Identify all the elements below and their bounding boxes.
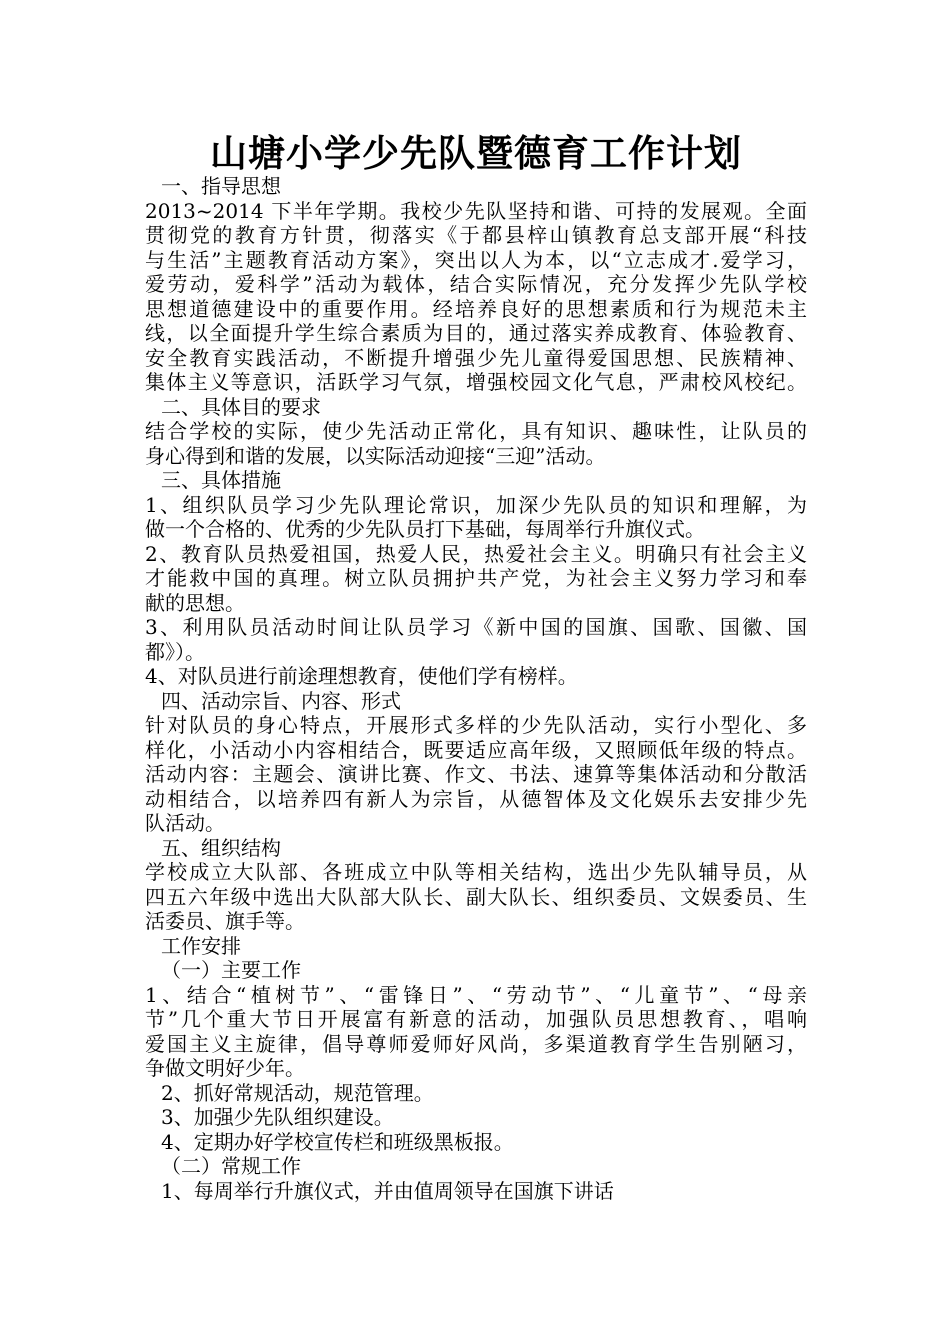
paragraph-line: 结合学校的实际，使少先活动正常化，具有知识、趣味性，让队员的 xyxy=(145,419,807,443)
paragraph-line: 争做文明好少年。 xyxy=(145,1056,305,1080)
paragraph-line: 爱国主义主旋律，倡导尊师爱师好风尚，多渠道教育学生告别陋习， xyxy=(145,1031,807,1056)
paragraph-line: 队活动。 xyxy=(145,811,225,835)
paragraph-line: 节”几个重大节日开展富有新意的活动，加强队员思想教育、，唱响 xyxy=(145,1007,807,1031)
paragraph-line: 活委员、旗手等。 xyxy=(145,909,305,933)
paragraph-line: 动相结合，以培养四有新人为宗旨，从德智体及文化娱乐去安排少先 xyxy=(145,786,807,811)
paragraph-line: 思想道德建设中的重要作用。经培养良好的思想素质和行为规范未主 xyxy=(145,296,807,321)
paragraph-line: 活动内容：主题会、演讲比赛、作文、书法、速算等集体活动和分散活 xyxy=(145,762,807,786)
document-page xyxy=(145,128,807,1203)
paragraph-line: 都》）。 xyxy=(145,639,205,664)
section-line: 二、具体目的要求 xyxy=(161,394,321,419)
document-title: 山塘小学少先队暨德育工作计划 xyxy=(210,131,742,175)
paragraph-line: 与生活”主题教育活动方案》，突出以人为本，以“立志成才.爱学习， xyxy=(145,247,807,272)
section-line: 五、组织结构 xyxy=(161,835,281,860)
paragraph-line: 集体主义等意识，活跃学习气氛，增强校园文化气息，严肃校风校纪。 xyxy=(145,370,807,394)
paragraph-line: 3、利用队员活动时间让队员学习《新中国的国旗、国歌、国徽、国 xyxy=(145,615,807,639)
paragraph-line: 1、结合“植树节”、“雷锋日”、“劳动节”、“儿童节”、“母亲 xyxy=(145,982,807,1007)
section-line: 3、加强少先队组织建设。 xyxy=(161,1105,394,1129)
paragraph-line: 2、教育队员热爱祖国，热爱人民，热爱社会主义。明确只有社会主义 xyxy=(145,541,807,566)
document-body xyxy=(145,174,807,1203)
paragraph-line: 四五六年级中选出大队部大队长、副大队长、组织委员、文娱委员、生 xyxy=(145,884,807,909)
section-line: 四、活动宗旨、内容、形式 xyxy=(161,688,401,713)
paragraph-line: 身心得到和谐的发展，以实际活动迎接“三迎”活动。 xyxy=(145,443,606,468)
paragraph-line: 才能救中国的真理。树立队员拥护共产党，为社会主义努力学习和奉 xyxy=(145,566,807,590)
section-line: 1、每周举行升旗仪式，并由值周领导在国旗下讲话 xyxy=(161,1178,614,1203)
paragraph-line: 针对队员的身心特点，开展形式多样的少先队活动，实行小型化、多 xyxy=(145,713,807,737)
section-line: 工作安排 xyxy=(161,933,241,958)
paragraph-line: 2013~2014 下半年学期。我校少先队坚持和谐、可持的发展观。全面 xyxy=(145,198,807,223)
section-line: （一）主要工作 xyxy=(161,958,301,982)
paragraph-line: 献的思想。 xyxy=(145,590,245,615)
paragraph-line: 1、组织队员学习少先队理论常识，加深少先队员的知识和理解，为 xyxy=(145,492,807,517)
section-line: 2、抓好常规活动，规范管理。 xyxy=(161,1080,434,1105)
section-line: 4、定期办好学校宣传栏和班级黑板报。 xyxy=(161,1129,514,1154)
section-line: 一、指导思想 xyxy=(161,174,281,198)
paragraph-line: 学校成立大队部、各班成立中队等相关结构，选出少先队辅导员，从 xyxy=(145,860,807,884)
paragraph-line: 贯彻党的教育方针贯，彻落实《于都县梓山镇教育总支部开展“科技 xyxy=(145,223,807,247)
paragraph-line: 做一个合格的、优秀的少先队员打下基础，每周举行升旗仪式。 xyxy=(145,517,705,541)
paragraph-line: 爱劳动，爱科学”活动为载体，结合实际情况，充分发挥少先队学校 xyxy=(145,272,807,296)
section-line: 三、具体措施 xyxy=(161,468,281,492)
paragraph-line: 4、对队员进行前途理想教育，使他们学有榜样。 xyxy=(145,664,578,688)
paragraph-line: 线，以全面提升学生综合素质为目的，通过落实养成教育、体验教育、 xyxy=(145,321,807,345)
section-line: （二）常规工作 xyxy=(161,1154,301,1178)
paragraph-line: 样化，小活动小内容相结合，既要适应高年级，又照顾低年级的特点。 xyxy=(145,737,807,762)
paragraph-line: 安全教育实践活动，不断提升增强少先儿童得爱国思想、民族精神、 xyxy=(145,345,807,370)
